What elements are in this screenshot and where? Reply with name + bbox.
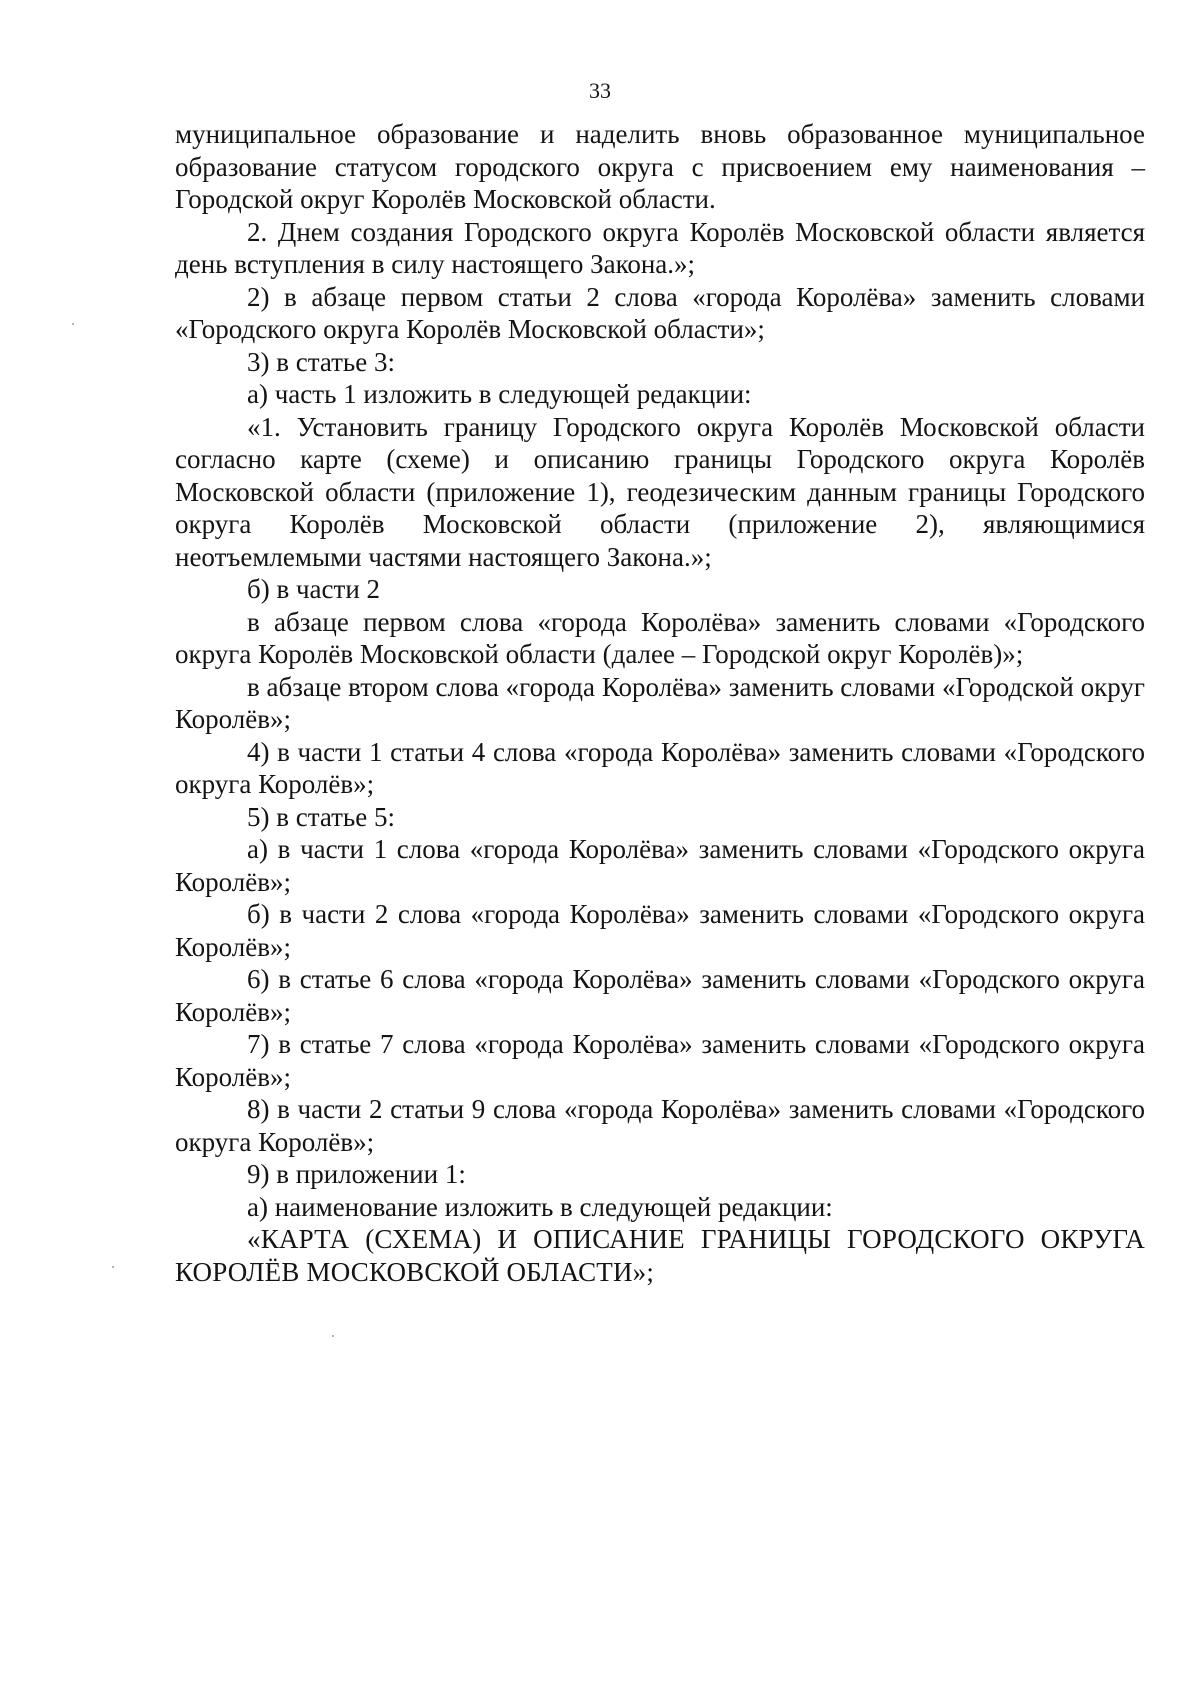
paragraph: 9) в приложении 1: [247,1159,466,1189]
paragraph: муниципальное образование и наделить вновь образованное муниципальное образование статусом городского округа с присвоением ему наименования – Городской округ Королёв Московской области. [175,119,1145,214]
scan-speck [72,323,74,325]
paragraph: 7) в статье 7 слова «города Королёва» заменить словами «Городского округа Королёв»; [175,1029,1145,1092]
paragraph: 2) в абзаце первом статьи 2 слова «города Королёва» заменить словами «Городского округа Королёв Московской области»; [175,281,1145,344]
paragraph: в абзаце первом слова «города Королёва» заменить словами «Городского округа Королёв Московской области (далее – Городской округ Королёв)»; [175,606,1145,669]
paragraph: 3) в статье 3: [247,346,395,377]
document-body [175,118,1145,1288]
scan-speck [112,1266,114,1268]
paragraph: «1. Установить границу Городского округа Королёв Московской области согласно карте (схеме) и описанию границы Городского округа Королёв Московской области (приложение 1), геодезическим данным границы Городского округа Королёв Московской области (приложение 2), являющимися неотъемлемыми частями настоящего Закона.»; [175,411,1145,572]
paragraph: б) в части 2 слова «города Королёва» заменить словами «Городского округа Королёв»; [175,899,1145,962]
paragraph: в абзаце втором слова «города Королёва» заменить словами «Городской округ Королёв»; [175,671,1145,734]
paragraph: 5) в статье 5: [247,801,395,832]
page-number: 33 [589,78,611,103]
scan-speck [332,1335,334,1337]
paragraph: а) наименование изложить в следующей редакции: [247,1191,833,1222]
paragraph: «КАРТА (СХЕМА) И ОПИСАНИЕ ГРАНИЦЫ ГОРОДСКОГО ОКРУГА КОРОЛЁВ МОСКОВСКОЙ ОБЛАСТИ»; [175,1224,1145,1287]
paragraph: 2. Днем создания Городского округа Королёв Московской области является день вступления в силу настоящего Закона.»; [175,216,1145,279]
paragraph: 8) в части 2 статьи 9 слова «города Королёва» заменить словами «Городского округа Королёв»; [175,1094,1145,1157]
paragraph: а) в части 1 слова «города Королёва» заменить словами «Городского округа Королёв»; [175,834,1145,897]
paragraph: 4) в части 1 статьи 4 слова «города Королёва» заменить словами «Городского округа Королёв»; [175,736,1145,799]
paragraph: 6) в статье 6 слова «города Королёва» заменить словами «Городского округа Королёв»; [175,964,1145,1027]
paragraph: а) часть 1 изложить в следующей редакции: [247,379,752,409]
paragraph: б) в части 2 [247,574,381,604]
